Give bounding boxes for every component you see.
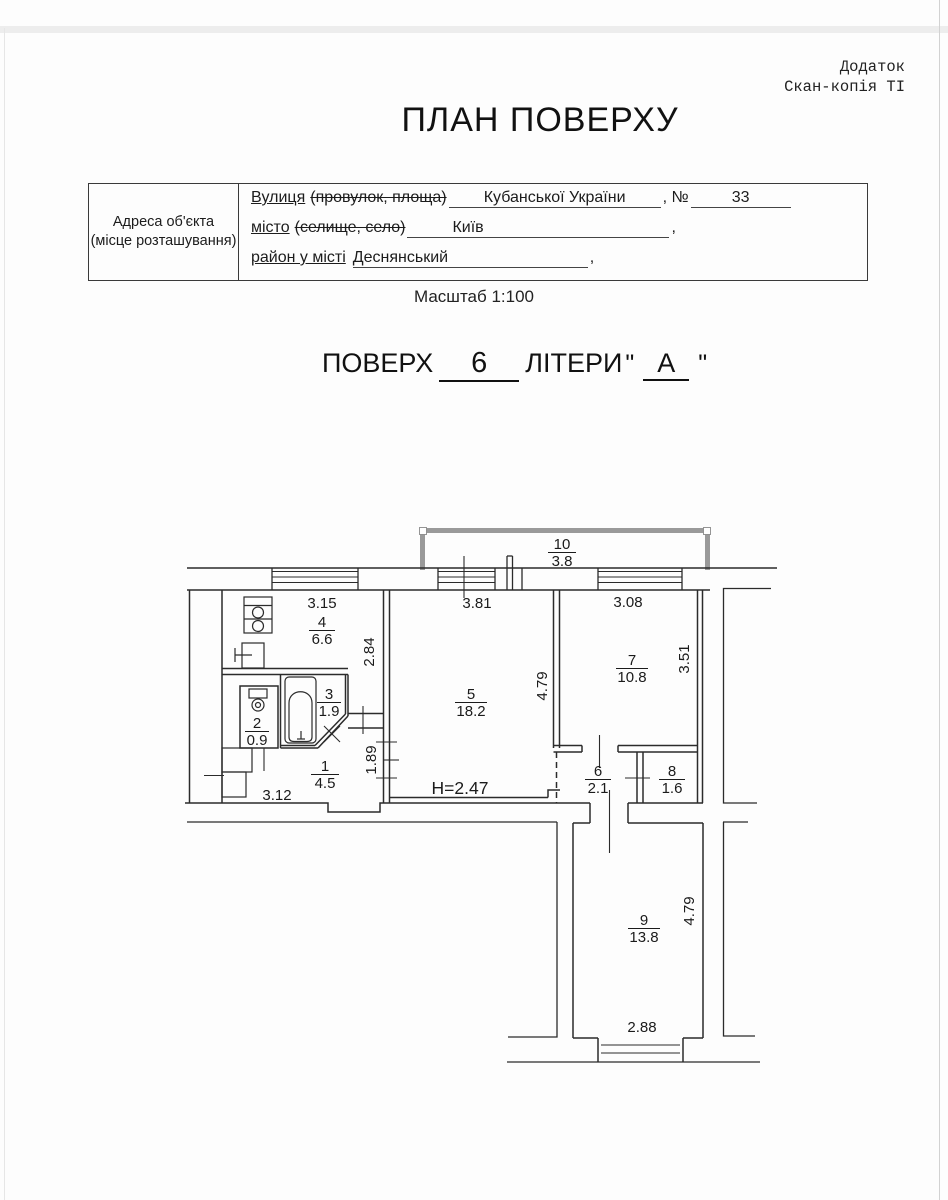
room-8-number: 8 xyxy=(667,763,677,780)
floor-number: 6 xyxy=(471,347,488,379)
room-10-label xyxy=(548,536,576,570)
address-table-value-cell xyxy=(239,184,867,280)
room-3-area: 1.9 xyxy=(318,703,340,720)
room-1-area: 4.5 xyxy=(314,775,336,792)
address-header-line2: (місце розташування) xyxy=(90,233,237,249)
dim-room7-height: 3.51 xyxy=(676,644,693,674)
room-7-area: 10.8 xyxy=(617,669,647,686)
address-row-city xyxy=(251,219,867,249)
room-3-label xyxy=(317,686,341,720)
page-title: ПЛАН ПОВЕРХУ xyxy=(401,101,679,139)
dim-living-width: 3.81 xyxy=(462,595,492,612)
street-number-line xyxy=(691,189,791,208)
address-table xyxy=(88,183,868,281)
appendix-label: Додаток xyxy=(839,58,905,76)
stove-icon xyxy=(244,597,272,633)
city-value-line xyxy=(407,219,669,238)
street-value: Кубанської України xyxy=(483,189,626,206)
dim-room9-width: 2.88 xyxy=(627,1019,657,1036)
floor-plan-svg xyxy=(145,498,805,1108)
district-value: Деснянський xyxy=(352,249,449,266)
city-comma: , xyxy=(671,219,676,236)
address-row-street xyxy=(251,189,867,219)
room-4-label xyxy=(309,614,335,648)
room-5-label xyxy=(455,686,487,720)
scan-edge-left xyxy=(4,28,5,1200)
district-value-line xyxy=(353,249,588,268)
room-10-number: 10 xyxy=(553,536,571,553)
room-9-area: 13.8 xyxy=(629,929,659,946)
floor-number-slot xyxy=(439,347,519,382)
room-8-label xyxy=(659,763,685,797)
walls xyxy=(185,568,777,1062)
sink-icon xyxy=(235,643,264,668)
address-table-header-cell xyxy=(89,184,239,280)
dim-hall-height: 1.89 xyxy=(363,745,380,775)
room-2-area: 0.9 xyxy=(246,732,268,749)
letter-value: А xyxy=(657,348,676,378)
quote-open: " xyxy=(625,350,635,378)
room-6-number: 6 xyxy=(593,763,603,780)
room-4-area: 6.6 xyxy=(311,631,333,648)
scale-label: Масштаб 1:100 xyxy=(414,287,534,306)
room-5-number: 5 xyxy=(466,686,476,703)
dim-room7-width: 3.08 xyxy=(613,594,643,611)
dim-living-height: 4.79 xyxy=(534,671,551,701)
dim-kitchen-height: 2.84 xyxy=(361,637,378,667)
room-10-area: 3.8 xyxy=(551,553,573,570)
letter-slot xyxy=(643,348,689,381)
corner-annotation xyxy=(784,57,905,97)
room-7-number: 7 xyxy=(627,652,637,669)
district-label: район у місті xyxy=(251,249,346,266)
floor-plan xyxy=(145,498,805,1108)
dim-hall-width: 3.12 xyxy=(262,787,292,804)
city-strike-text: (селище, село) xyxy=(294,219,406,236)
room-6-label xyxy=(585,763,611,797)
scan-artifact-band xyxy=(0,26,948,33)
street-number-value: 33 xyxy=(731,189,750,206)
room-5-area: 18.2 xyxy=(456,703,486,720)
street-number-label: , № xyxy=(662,189,689,206)
city-label: місто xyxy=(251,219,290,236)
floor-letters-line xyxy=(322,347,710,382)
letters-label: ЛІТЕРИ xyxy=(525,348,623,378)
room-3-number: 3 xyxy=(324,686,334,703)
address-header-line1: Адреса об'єкта xyxy=(112,214,215,230)
street-value-line xyxy=(449,189,661,208)
dimension-ticks xyxy=(204,556,650,853)
scan-edge-right xyxy=(939,0,940,1200)
scan-copy-label: Скан-копія ТІ xyxy=(784,78,905,96)
toilet-icon xyxy=(249,689,267,711)
address-row-district xyxy=(251,249,867,279)
street-strike-text: (провулок, площа) xyxy=(310,189,447,206)
room-7-label xyxy=(616,652,648,686)
room-2-label xyxy=(245,715,269,749)
fixtures xyxy=(235,597,316,743)
bathtub-icon xyxy=(285,677,316,743)
street-label: Вулиця xyxy=(251,189,306,206)
dim-ceiling-height: Н=2.47 xyxy=(431,778,489,798)
room-9-label xyxy=(628,912,660,946)
room-1-label xyxy=(311,758,339,792)
room-9-number: 9 xyxy=(639,912,649,929)
quote-close: " xyxy=(698,350,708,378)
dim-room9-height: 4.79 xyxy=(681,896,698,926)
room-8-area: 1.6 xyxy=(661,780,683,797)
city-value: Київ xyxy=(452,219,484,236)
room-4-number: 4 xyxy=(317,614,327,631)
district-comma: , xyxy=(589,249,595,266)
room-2-number: 2 xyxy=(252,715,262,732)
room-1-number: 1 xyxy=(320,758,330,775)
room-6-area: 2.1 xyxy=(587,780,609,797)
floor-label: ПОВЕРХ xyxy=(322,348,434,378)
dim-kitchen-width: 3.15 xyxy=(307,595,337,612)
